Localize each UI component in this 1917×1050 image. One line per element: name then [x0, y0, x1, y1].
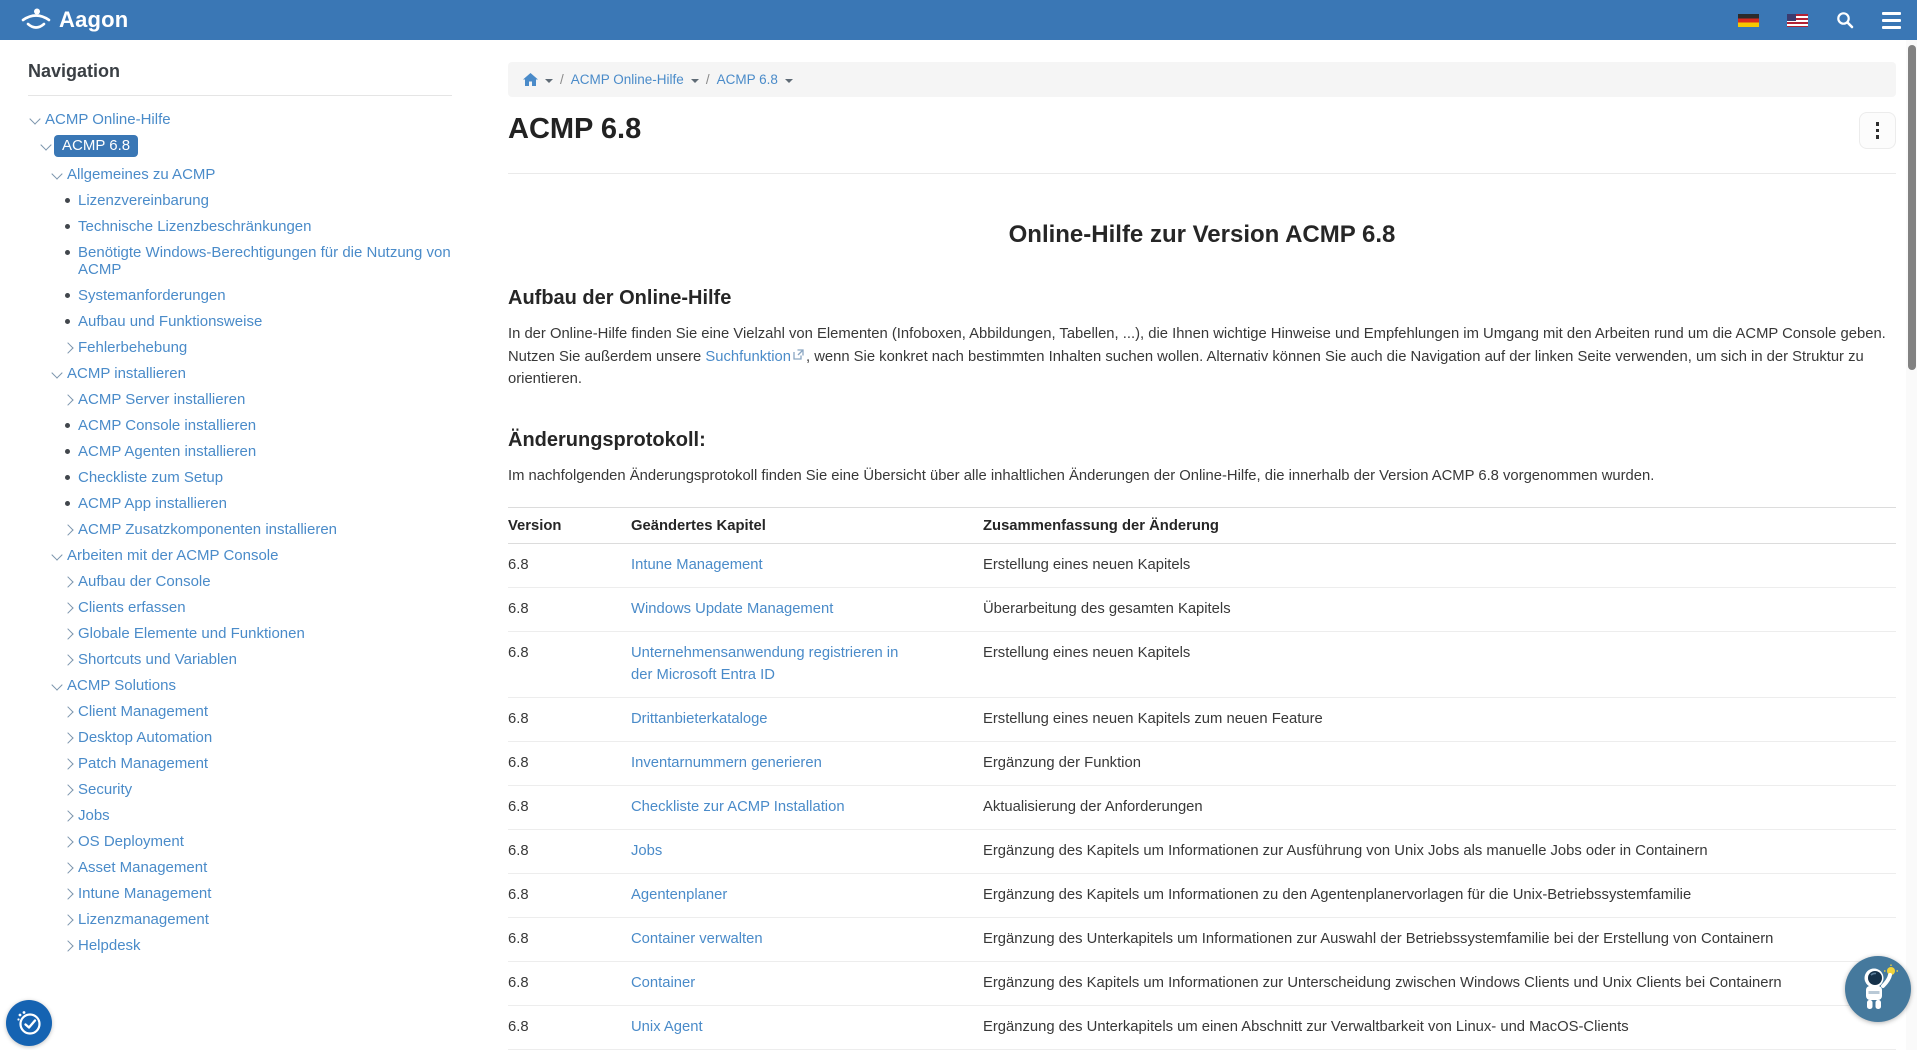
aagon-logo-icon	[20, 7, 52, 33]
header-version: Version	[508, 508, 631, 544]
changelog-summary-cell: Erstellung eines neuen Kapitels	[983, 557, 1191, 573]
sidebar-nav-item[interactable]	[28, 651, 482, 668]
page-options-button[interactable]	[1859, 112, 1896, 149]
chevron-down-icon[interactable]	[52, 677, 67, 694]
changelog-row	[508, 632, 1896, 698]
breadcrumb-caret-icon[interactable]	[691, 79, 699, 83]
chevron-right-icon[interactable]	[63, 937, 78, 954]
sidebar-nav-item[interactable]	[28, 885, 482, 902]
breadcrumb-separator: /	[705, 72, 710, 87]
sidebar-nav-item[interactable]	[28, 937, 482, 954]
changelog-row	[508, 962, 1896, 1006]
sidebar-nav-link[interactable]: Arbeiten mit der ACMP Console	[67, 547, 279, 564]
breadcrumb-caret-icon[interactable]	[545, 79, 553, 83]
changelog-chapter-link[interactable]: Unix Agent	[631, 1019, 703, 1035]
us-flag-icon[interactable]	[1787, 14, 1808, 27]
topbar	[0, 0, 1917, 40]
sidebar-nav-link[interactable]: Fehlerbehebung	[78, 339, 188, 356]
sidebar-nav-link[interactable]: Technische Lizenzbeschränkungen	[78, 218, 312, 235]
chevron-right-icon[interactable]	[63, 651, 78, 668]
paragraph-aufbau-2	[508, 346, 1896, 391]
header-chapter: Geändertes Kapitel	[631, 508, 983, 544]
sidebar-nav-link[interactable]: OS Deployment	[78, 833, 184, 850]
sidebar-nav-item[interactable]	[28, 218, 482, 235]
sidebar	[0, 40, 482, 954]
changelog-version-cell: 6.8	[508, 711, 529, 727]
section-heading-changelog: Änderungsprotokoll:	[508, 428, 706, 451]
sidebar-nav-link[interactable]: Asset Management	[78, 859, 208, 876]
accessibility-icon	[14, 1008, 44, 1038]
chevron-right-icon[interactable]	[63, 833, 78, 850]
sidebar-nav-link[interactable]: Lizenzmanagement	[78, 911, 209, 928]
changelog-chapter-link[interactable]: Agentenplaner	[631, 887, 728, 903]
sidebar-nav-item[interactable]	[28, 244, 482, 278]
sidebar-nav-item[interactable]	[28, 365, 482, 382]
search-icon	[1836, 11, 1854, 29]
kebab-menu-icon	[1876, 122, 1880, 139]
changelog-row	[508, 588, 1896, 632]
changelog-version-cell: 6.8	[508, 557, 529, 573]
menu-button[interactable]	[1882, 12, 1901, 29]
chevron-right-icon[interactable]	[63, 729, 78, 746]
changelog-row	[508, 830, 1896, 874]
search-button[interactable]	[1836, 11, 1854, 29]
sidebar-nav-link[interactable]: ACMP installieren	[67, 365, 186, 382]
sidebar-nav-link[interactable]: Aufbau und Funktionsweise	[78, 313, 263, 330]
changelog-version-cell: 6.8	[508, 931, 529, 947]
sidebar-title: Navigation	[28, 61, 121, 81]
changelog-row	[508, 786, 1896, 830]
sidebar-nav-item[interactable]	[28, 443, 482, 460]
changelog-chapter-link[interactable]: Unternehmensanwendung registrieren in der Microsoft Entra ID	[631, 645, 899, 683]
external-link-icon	[793, 349, 804, 360]
chevron-right-icon[interactable]	[63, 573, 78, 590]
sidebar-nav-link[interactable]: ACMP Online-Hilfe	[45, 111, 171, 128]
paragraph-aufbau-1: In der Online-Hilfe finden Sie eine Vielzahl von Elementen (Infoboxen, Abbildungen, Tabellen, ...), die Ihnen wichtige Hinweise und Empfehlungen im Umgang mit den Arbeiten rund um die ACMP Console geben.	[508, 326, 1886, 342]
changelog-version-cell: 6.8	[508, 887, 529, 903]
aagon-logo[interactable]	[20, 7, 128, 33]
sidebar-nav-link[interactable]: Allgemeines zu ACMP	[67, 166, 216, 183]
changelog-row	[508, 874, 1896, 918]
changelog-summary-cell: Erstellung eines neuen Kapitels zum neuen Feature	[983, 711, 1323, 727]
sidebar-nav-item[interactable]	[28, 111, 482, 128]
astronaut-icon	[1855, 964, 1901, 1014]
sidebar-divider	[28, 95, 452, 96]
sidebar-nav-item[interactable]	[28, 469, 482, 486]
changelog-chapter-link[interactable]: Inventarnummern generieren	[631, 755, 822, 771]
hero-heading: Online-Hilfe zur Version ACMP 6.8	[1008, 221, 1396, 248]
sidebar-nav-item[interactable]	[28, 599, 482, 616]
sidebar-nav-item[interactable]	[28, 521, 482, 538]
chevron-right-icon[interactable]	[63, 781, 78, 798]
bullet-icon[interactable]	[63, 469, 78, 486]
sidebar-nav-item[interactable]	[28, 573, 482, 590]
sidebar-nav-item[interactable]	[28, 166, 482, 183]
paragraph-text: , wenn Sie konkret nach bestimmten Inhalten suchen wollen. Alternativ können Sie auch die Navigation auf der linken Seite verwenden, um sich in der Struktur zu orientieren.	[508, 348, 1864, 387]
sidebar-nav-item[interactable]	[28, 833, 482, 850]
changelog-version-cell: 6.8	[508, 799, 529, 815]
chevron-down-icon[interactable]	[41, 137, 56, 154]
sidebar-nav-item[interactable]	[28, 911, 482, 928]
changelog-summary-cell: Erstellung eines neuen Kapitels	[983, 645, 1191, 661]
breadcrumb-link-acmp-68[interactable]: ACMP 6.8	[716, 72, 778, 87]
bullet-icon[interactable]	[63, 218, 78, 235]
sidebar-nav-link[interactable]: Benötigte Windows-Berechtigungen für die Nutzung von ACMP	[78, 244, 451, 278]
bullet-icon[interactable]	[63, 495, 78, 512]
changelog-chapter-link[interactable]: Intune Management	[631, 557, 763, 573]
chevron-down-icon[interactable]	[52, 547, 67, 564]
section-heading-aufbau: Aufbau der Online-Hilfe	[508, 287, 732, 309]
changelog-chapter-link[interactable]: Drittanbieterkataloge	[631, 711, 768, 727]
sidebar-nav-item[interactable]	[28, 417, 482, 434]
header-summary: Zusammenfassung der Änderung	[983, 508, 1896, 544]
bullet-icon[interactable]	[63, 192, 78, 209]
brand-name: Aagon	[59, 7, 129, 32]
sidebar-nav-link[interactable]: Jobs	[78, 807, 110, 824]
home-link[interactable]	[523, 73, 538, 87]
sidebar-nav-item[interactable]	[28, 495, 482, 512]
chevron-right-icon[interactable]	[63, 599, 78, 616]
sidebar-nav-item[interactable]	[28, 859, 482, 876]
bullet-icon[interactable]	[63, 287, 78, 304]
sidebar-nav-link[interactable]: ACMP Zusatzkomponenten installieren	[78, 521, 338, 538]
changelog-summary-cell: Ergänzung des Unterkapitels um Informationen zur Auswahl der Betriebssystemfamilie bei der Erstellung von Containern	[983, 931, 1774, 947]
sidebar-nav-item[interactable]	[28, 391, 482, 408]
changelog-version-cell: 6.8	[508, 1019, 529, 1035]
chevron-down-icon[interactable]	[30, 111, 45, 128]
changelog-summary-cell: Überarbeitung des gesamten Kapitels	[983, 601, 1231, 617]
changelog-row	[508, 918, 1896, 962]
chevron-right-icon[interactable]	[63, 391, 78, 408]
changelog-version-cell: 6.8	[508, 601, 529, 617]
sidebar-nav-link[interactable]: Client Management	[78, 703, 209, 720]
breadcrumb-link-online-hilfe[interactable]: ACMP Online-Hilfe	[570, 72, 684, 87]
changelog-summary-cell: Ergänzung des Kapitels um Informationen zur Unterscheidung zwischen Windows Clients und Unix Clients bei Containern	[983, 975, 1782, 991]
main-content	[508, 40, 1896, 1050]
bullet-icon[interactable]	[63, 313, 78, 330]
sidebar-nav-item[interactable]	[28, 729, 482, 746]
breadcrumb-separator: /	[560, 72, 564, 87]
chevron-right-icon[interactable]	[63, 859, 78, 876]
sidebar-nav-link[interactable]: Systemanforderungen	[78, 287, 226, 304]
changelog-chapter-link[interactable]: Windows Update Management	[631, 601, 834, 617]
changelog-summary-cell: Ergänzung des Kapitels um Informationen zu den Agentenplanervorlagen für die Unix-Betriebssystemfamilie	[983, 887, 1692, 903]
chevron-right-icon[interactable]	[63, 521, 78, 538]
changelog-summary-cell: Aktualisierung der Anforderungen	[983, 799, 1203, 815]
paragraph-changelog-intro: Im nachfolgenden Änderungsprotokoll finden Sie eine Übersicht über alle inhaltlichen Änderungen der Online-Hilfe, die innerhalb der Version ACMP 6.8 vorgenommen wurden.	[508, 467, 1655, 484]
sidebar-nav-link[interactable]: ACMP Agenten installieren	[78, 443, 257, 460]
sidebar-nav-item[interactable]	[28, 339, 482, 356]
sidebar-nav-item[interactable]	[28, 313, 482, 330]
chevron-right-icon[interactable]	[63, 339, 78, 356]
accessibility-widget-button[interactable]	[6, 1000, 52, 1046]
sidebar-nav-link[interactable]: Intune Management	[78, 885, 212, 902]
chevron-down-icon[interactable]	[52, 166, 67, 183]
chevron-right-icon[interactable]	[63, 755, 78, 772]
sidebar-nav-link[interactable]: Security	[78, 781, 133, 798]
sidebar-nav-link[interactable]: Clients erfassen	[78, 599, 186, 616]
german-flag-icon[interactable]	[1738, 14, 1759, 27]
sidebar-nav-link[interactable]: Helpdesk	[78, 937, 141, 954]
sidebar-nav-item[interactable]	[28, 781, 482, 798]
chevron-right-icon[interactable]	[63, 625, 78, 642]
scrollbar-thumb[interactable]	[1908, 45, 1916, 370]
changelog-row	[508, 544, 1896, 588]
chevron-right-icon[interactable]	[63, 885, 78, 902]
sidebar-nav-item[interactable]	[28, 703, 482, 720]
chevron-right-icon[interactable]	[63, 911, 78, 928]
changelog-header-row	[508, 508, 1896, 544]
sidebar-nav-link[interactable]: ACMP Server installieren	[78, 391, 246, 408]
sidebar-nav-item[interactable]	[28, 807, 482, 824]
changelog-table	[508, 507, 1896, 1050]
sidebar-nav-link[interactable]: Checkliste zum Setup	[78, 469, 224, 486]
changelog-chapter-link[interactable]: Container	[631, 975, 696, 991]
sidebar-nav-link[interactable]: Desktop Automation	[78, 729, 213, 746]
changelog-version-cell: 6.8	[508, 843, 529, 859]
bullet-icon[interactable]	[63, 244, 78, 261]
sidebar-nav-link[interactable]: Patch Management	[78, 755, 209, 772]
changelog-chapter-link[interactable]: Container verwalten	[631, 931, 763, 947]
navigation-tree	[28, 111, 482, 954]
sidebar-nav-link[interactable]: ACMP Solutions	[67, 677, 176, 694]
sidebar-nav-item[interactable]	[28, 677, 482, 694]
changelog-summary-cell: Ergänzung der Funktion	[983, 755, 1141, 771]
page-title: ACMP 6.8	[508, 113, 642, 145]
home-icon	[523, 73, 538, 87]
page-scrollbar[interactable]	[1906, 40, 1917, 1050]
changelog-row	[508, 698, 1896, 742]
breadcrumb-caret-icon[interactable]	[785, 79, 793, 83]
chevron-right-icon[interactable]	[63, 807, 78, 824]
suchfunktion-link[interactable]: Suchfunktion	[705, 348, 791, 365]
sidebar-nav-link[interactable]: Aufbau der Console	[78, 573, 211, 590]
sidebar-nav-link[interactable]: ACMP App installieren	[78, 495, 227, 512]
sidebar-nav-item[interactable]	[28, 192, 482, 209]
sidebar-nav-link[interactable]: ACMP Console installieren	[78, 417, 257, 434]
sidebar-nav-link[interactable]: Lizenzvereinbarung	[78, 192, 209, 209]
changelog-version-cell: 6.8	[508, 975, 529, 991]
changelog-summary-cell: Ergänzung des Kapitels um Informationen zur Ausführung von Unix Jobs als manuelle Jobs oder in Containern	[983, 843, 1708, 859]
menu-icon	[1882, 12, 1901, 29]
sidebar-nav-item[interactable]	[28, 547, 482, 564]
changelog-summary-cell: Ergänzung des Unterkapitels um einen Abschnitt zur Verwaltbarkeit von Linux- und MacOS-Clients	[983, 1019, 1629, 1035]
sidebar-nav-link[interactable]: Shortcuts und Variablen	[78, 651, 237, 668]
sidebar-nav-item[interactable]	[28, 287, 482, 304]
bullet-icon[interactable]	[63, 443, 78, 460]
changelog-row	[508, 742, 1896, 786]
bullet-icon[interactable]	[63, 417, 78, 434]
chevron-right-icon[interactable]	[63, 703, 78, 720]
paragraph-text: Nutzen Sie außerdem unsere	[508, 348, 706, 365]
sidebar-nav-link[interactable]: Globale Elemente und Funktionen	[78, 625, 305, 642]
sidebar-nav-item[interactable]	[28, 137, 482, 157]
changelog-row	[508, 1006, 1896, 1050]
changelog-chapter-link[interactable]: Jobs	[631, 843, 663, 859]
changelog-chapter-link[interactable]: Checkliste zur ACMP Installation	[631, 799, 845, 815]
help-assistant-button[interactable]	[1845, 956, 1911, 1022]
title-divider	[508, 173, 1896, 174]
changelog-version-cell: 6.8	[508, 755, 529, 771]
chevron-down-icon[interactable]	[52, 365, 67, 382]
changelog-version-cell: 6.8	[508, 645, 529, 661]
sidebar-nav-item[interactable]	[28, 755, 482, 772]
breadcrumb	[508, 62, 1896, 97]
topbar-actions	[1738, 11, 1901, 29]
sidebar-nav-link[interactable]: ACMP 6.8	[54, 135, 138, 157]
sidebar-nav-item[interactable]	[28, 625, 482, 642]
